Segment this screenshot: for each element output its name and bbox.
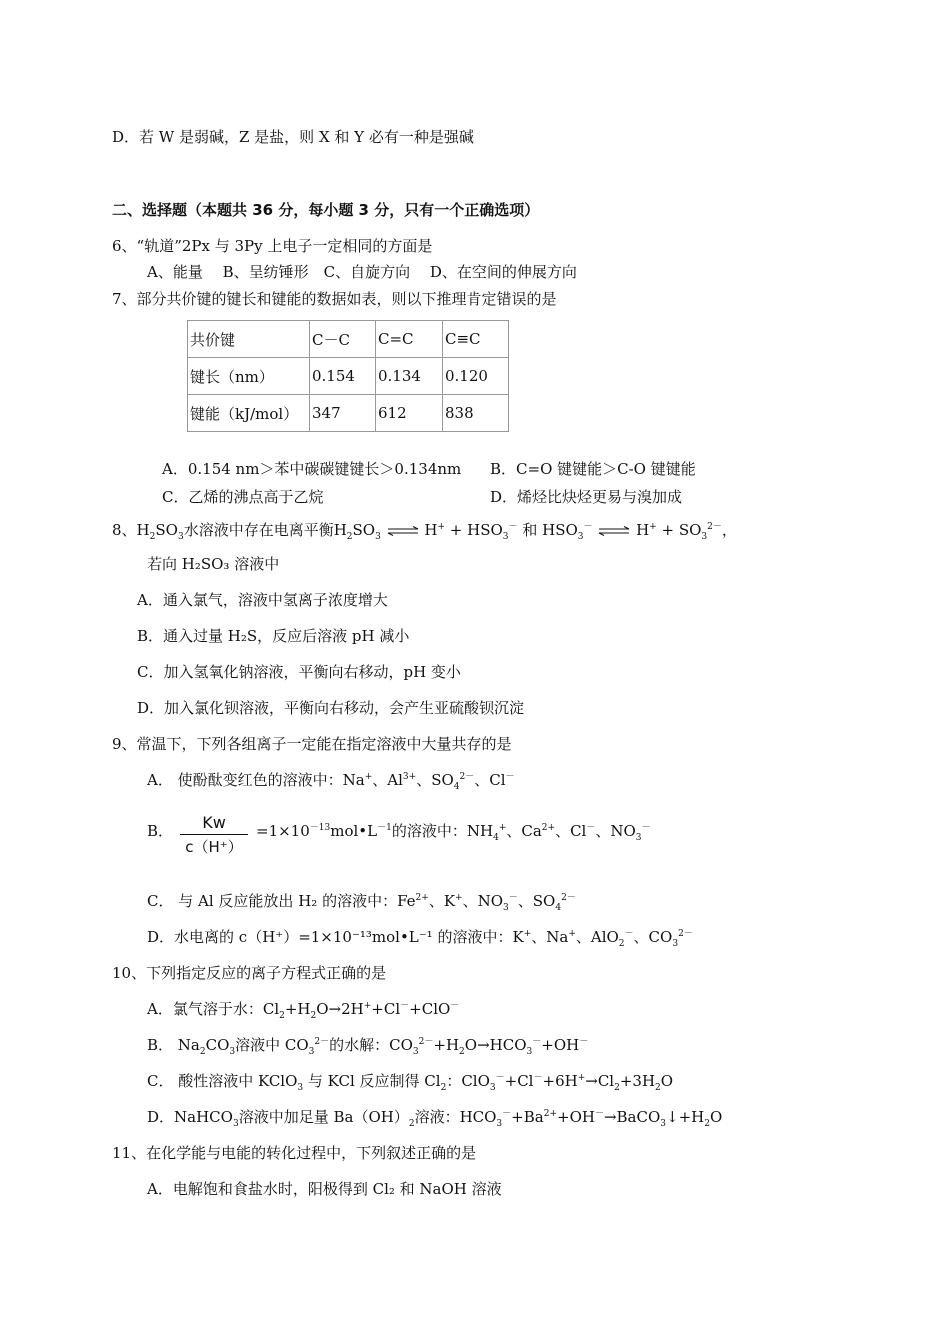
q9-option-d: D．水电离的 c（H⁺）=1×10⁻¹³mol•L⁻¹ 的溶液中：K+、Na+、AlO$_2$－、$CO_3^{2-}$ — [147, 928, 693, 949]
q8-stem-continued: 若向 H₂SO₃ 溶液中 — [147, 555, 280, 573]
table-cell: 键能（kJ/mol） — [188, 395, 310, 432]
table-cell: 共价键 — [188, 321, 310, 358]
table-cell: 838 — [443, 395, 509, 432]
table-cell: 0.134 — [376, 358, 443, 395]
table-cell: 键长（nm） — [188, 358, 310, 395]
q8-option-c: C．加入氢氧化钠溶液，平衡向右移动，pH 变小 — [137, 663, 461, 681]
q8-stem-suffix: 水溶液中存在电离平衡 — [183, 521, 334, 539]
q9-b-text: 的溶液中： — [391, 822, 467, 840]
kw-fraction — [180, 812, 248, 859]
q11-stem: 11、在化学能与电能的转化过程中，下列叙述正确的是 — [112, 1144, 477, 1162]
q6-options: A、能量 B、呈纺锤形 C、自旋方向 D、在空间的伸展方向 — [147, 263, 577, 281]
q10-option-d: D．NaHCO$_3$溶液中加足量 $Ba(OH)_2$溶液：$HCO_3^-+Ba^{2+}+OH^-\to BaCO_3↓+H_2O$ — [147, 1108, 723, 1129]
q10-stem: 10、下列指定反应的离子方程式正确的是 — [112, 964, 387, 982]
q9-stem: 9、常温下，下列各组离子一定能在指定溶液中大量共存的是 — [112, 735, 512, 753]
q7-option-c: C．乙烯的沸点高于乙烷 — [162, 488, 324, 506]
q10-option-b: B． $Na_2CO_3$溶液中 $CO_3^{2-}$的水解：$CO_3^{2-}+H_2O\to HCO_3^-+OH^-$ — [147, 1036, 589, 1057]
q10-c-label: C． — [147, 1072, 174, 1090]
q9-option-c: C． 与 Al 反应能放出 H₂ 的溶液中：$Fe^{2+}$、K+、$NO_3^-$、$SO_4^{2-}$ — [147, 892, 576, 913]
section-heading: 二、选择题（本题共 36 分，每小题 3 分，只有一个正确选项） — [112, 201, 540, 219]
q10-option-c: C． 酸性溶液中 KClO$_3$ 与 KCl 反应制得 $Cl_2$：$ClO_3^-+Cl^-+6H^+\to Cl_2+3H_2O$ — [147, 1072, 674, 1093]
q5-option-d: D．若 W 是弱碱，Z 是盐，则 X 和 Y 必有一种是强碱 — [112, 128, 474, 146]
q10-d-label: D． — [147, 1108, 175, 1126]
equilibrium-arrow-icon — [597, 526, 631, 536]
q7-option-b: B．C=O 键键能＞C-O 键键能 — [490, 460, 696, 478]
q9-c-label: C． — [147, 892, 174, 910]
table-row — [188, 395, 509, 432]
fraction-denominator: c（H⁺） — [185, 838, 243, 856]
q9-b-label: B． — [147, 822, 174, 840]
table-cell: C≡C — [443, 321, 509, 358]
equilibrium-arrow-icon — [386, 526, 420, 536]
q7-option-d: D．烯烃比炔烃更易与溴加成 — [490, 488, 683, 506]
q9-a-label: A． — [147, 771, 173, 789]
table-cell: 612 — [376, 395, 443, 432]
bond-data-table — [187, 320, 509, 432]
fraction-numerator: Kw — [180, 812, 248, 835]
q10-a-label: A．氯气溶于水： — [147, 1000, 263, 1018]
q8-stem-prefix: 8、 — [112, 521, 137, 539]
table-cell: 0.154 — [310, 358, 376, 395]
q9-a-text: 使酚酞变红色的溶液中： — [177, 771, 343, 789]
q8-stem: 8、$H_2SO_3$水溶液中存在电离平衡$H_2SO_3$ $H^+ + HSO_3^-$ 和 $HSO_3^-$ $H^+ + SO_3^{2-}$， — [112, 521, 737, 542]
q9-c-text: 与 Al 反应能放出 H₂ 的溶液中： — [178, 892, 398, 910]
q7-stem: 7、部分共价键的键长和键能的数据如表，则以下推理肯定错误的是 — [112, 290, 557, 308]
q9-option-a: A． 使酚酞变红色的溶液中：Na+、$Al^{3+}$、$SO_4^{2-}$、Cl－ — [147, 771, 515, 792]
table-cell: 347 — [310, 395, 376, 432]
table-cell: 0.120 — [443, 358, 509, 395]
q9-option-b: $=1\times 10^{-13}mol•L^{-1}$的溶液中：$NH_4^+$、$Ca^{2+}$、Cl－、$NO_3^-$ — [256, 822, 651, 843]
q11-option-a: A．电解饱和食盐水时，阳极得到 Cl₂ 和 NaOH 溶液 — [147, 1180, 502, 1198]
table-header-row — [188, 321, 509, 358]
q8-option-d: D．加入氯化钡溶液，平衡向右移动，会产生亚硫酸钡沉淀 — [137, 699, 525, 717]
q10-option-a: A．氯气溶于水：$Cl_2+H_2O\to 2H^++Cl^-+ClO^-$ — [147, 1000, 460, 1021]
q9-d-text: D．水电离的 c（H⁺）=1×10⁻¹³mol•L⁻¹ 的溶液中： — [147, 928, 513, 946]
table-cell: C=C — [376, 321, 443, 358]
q7-option-a: A．0.154 nm＞苯中碳碳键键长＞0.134nm — [162, 460, 462, 478]
q6-stem: 6、“轨道”2Px 与 3Py 上电子一定相同的方面是 — [112, 237, 433, 255]
q8-option-a: A．通入氯气，溶液中氢离子浓度增大 — [137, 591, 388, 609]
q8-option-b: B．通入过量 H₂S，反应后溶液 pH 减小 — [137, 627, 410, 645]
table-row — [188, 358, 509, 395]
q8-and: 和 — [522, 521, 538, 539]
table-cell: C－C — [310, 321, 376, 358]
q10-b-label: B． — [147, 1036, 174, 1054]
